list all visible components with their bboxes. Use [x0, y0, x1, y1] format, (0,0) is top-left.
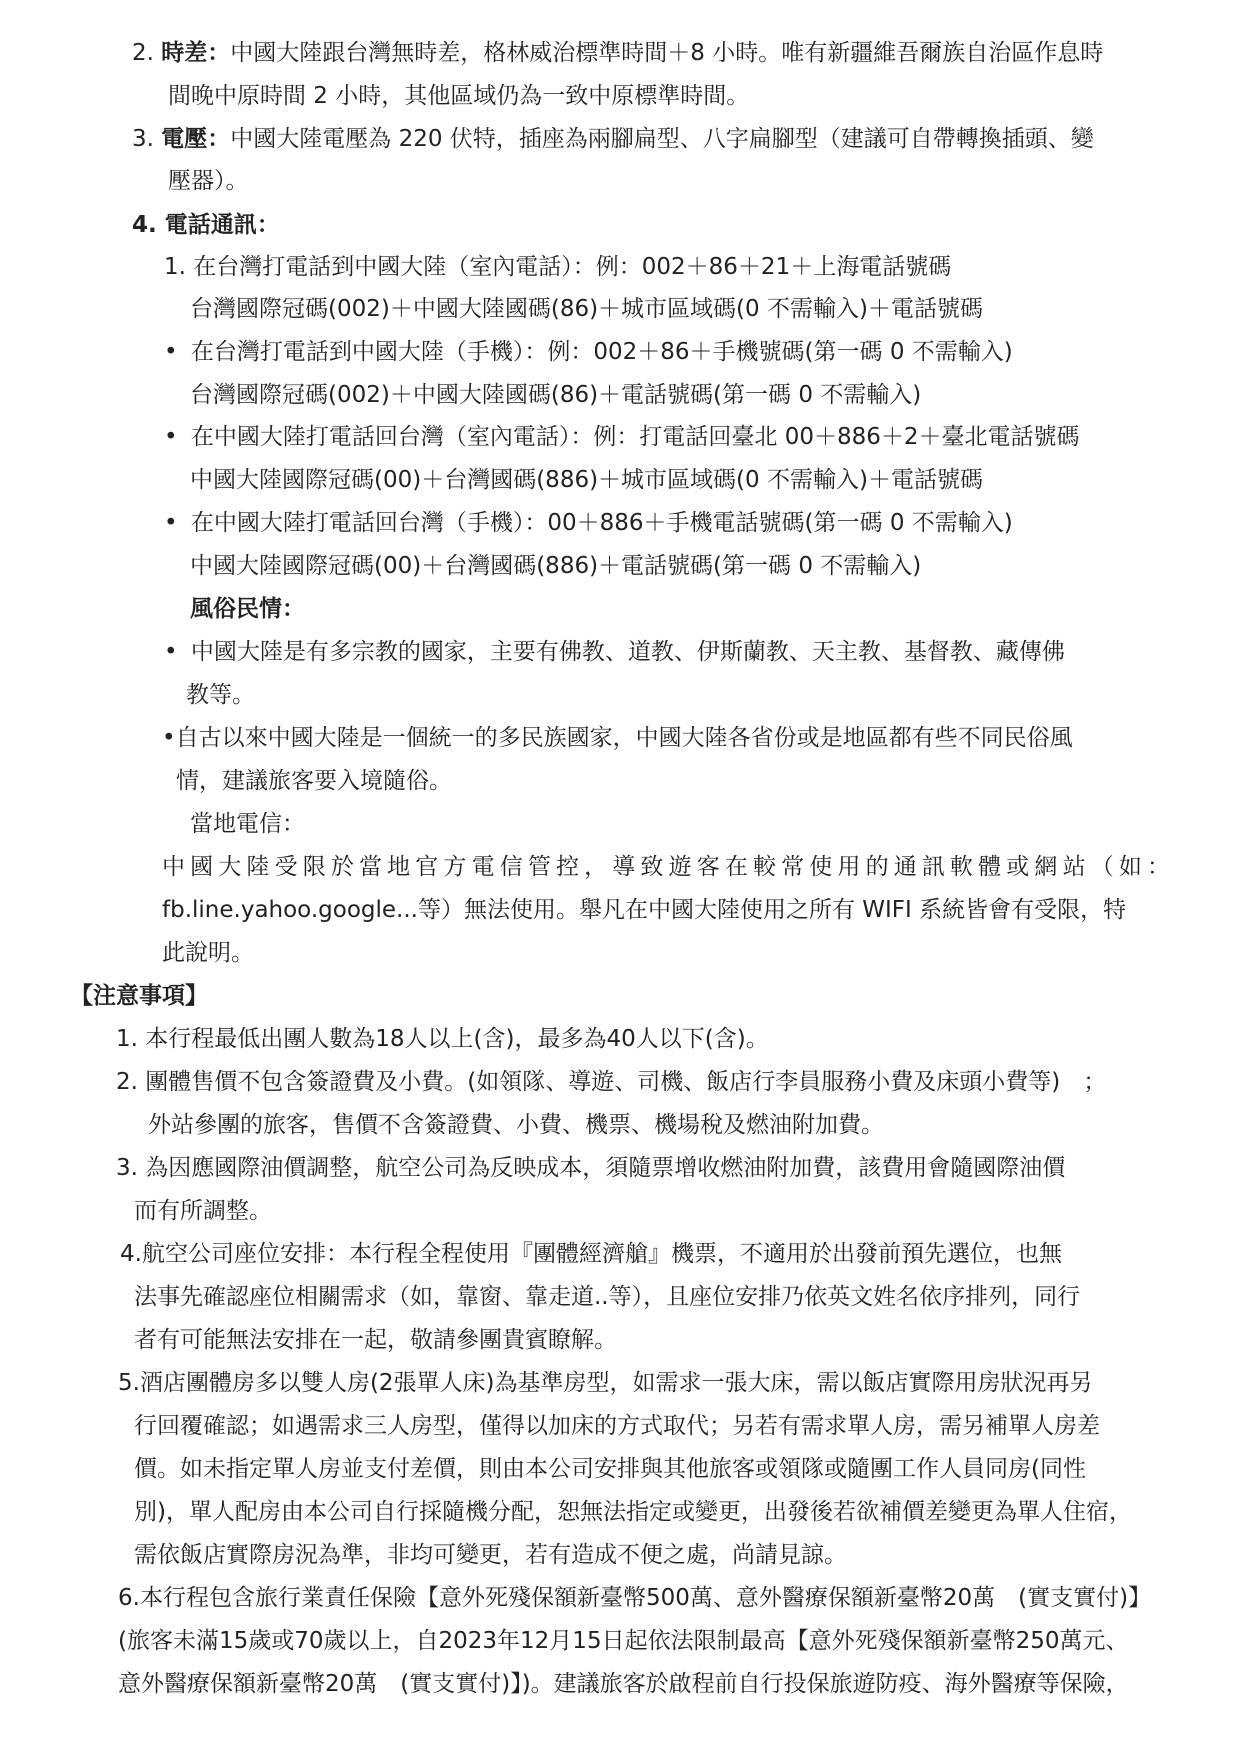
phone-item-4-text: 在中國大陸打電話回台灣（手機）：00＋886＋手機電話號碼(第一碼 0 不需輸入): [190, 510, 1013, 536]
note-2-line-2: 外站參團的旅客，售價不含簽證費、小費、機票、機場稅及燃油附加費。: [148, 1112, 884, 1138]
customs-heading: 風俗民情：: [190, 596, 305, 622]
note-6-line-3: 意外醫療保額新臺幣20萬 (實支實付)】)。建議旅客於啟程前自行投保旅遊防疫、海外醫療等保險，: [118, 1671, 1129, 1697]
note-5-number: 5.: [118, 1370, 140, 1396]
customs-item-2-line-1: [162, 723, 1073, 753]
telecom-line-1: 中國大陸受限於當地官方電信管控，導致遊客在較常使用的通訊軟體或網站（如：: [162, 854, 1170, 880]
customs-item-2-line-2: 情，建議旅客要入境隨俗。: [176, 768, 452, 794]
note-1-number: 1.: [116, 1026, 138, 1052]
phone-item-4-line-2: 中國大陸國際冠碼(00)＋台灣國碼(886)＋電話號碼(第一碼 0 不需輸入): [190, 553, 922, 579]
phone-number: 4.: [132, 212, 157, 238]
phone-item-1-marker: 1.: [164, 254, 186, 280]
note-4-number: 4.: [120, 1241, 142, 1267]
voltage-line-2: 壓器）。: [168, 168, 249, 194]
phone-item-1-line-1: [164, 252, 951, 282]
telecom-line-2: fb.line.yahoo.google...等）無法使用。舉凡在中國大陸使用之所有 WIFI 系統皆會有受限，特: [162, 897, 1127, 923]
note-1-line-1: [116, 1024, 769, 1054]
phone-item-1-text: 在台灣打電話到中國大陸（室內電話）：例：002＋86＋21＋上海電話號碼: [193, 254, 952, 280]
note-5-line-4: 別)，單人配房由本公司自行採隨機分配，恕無法指定或變更，出發後若欲補價差變更為單人住宿，: [134, 1499, 1132, 1525]
note-1-text: 本行程最低出團人數為18人以上(含)，最多為40人以下(含)。: [145, 1026, 769, 1052]
note-5-line-1: [118, 1368, 1093, 1398]
phone-item-4-line-1: [164, 508, 1013, 538]
phone-item-1-line-2: 台灣國際冠碼(002)＋中國大陸國碼(86)＋城市區域碼(0 不需輸入)＋電話號碼: [190, 296, 983, 322]
voltage-label: 電壓：: [161, 126, 231, 152]
time-diff-number: 2.: [132, 40, 154, 66]
telecom-heading: 當地電信：: [190, 811, 305, 837]
voltage-text: 中國大陸電壓為 220 伏特，插座為兩腳扁型、八字扁腳型（建議可自帶轉換插頭、變: [230, 126, 1094, 152]
phone-item-2-text: 在台灣打電話到中國大陸（手機）：例：002＋86＋手機號碼(第一碼 0 不需輸入): [190, 339, 1013, 365]
time-diff-line-2: 間晚中原時間 2 小時，其他區域仍為一致中原標準時間。: [168, 83, 750, 109]
note-6-text: 本行程包含旅行業責任保險【意外死殘保額新臺幣500萬、意外醫療保額新臺幣20萬 (實支實付)】: [139, 1585, 1152, 1611]
note-5-line-5: 需依飯店實際房況為準，非均可變更，若有造成不便之處，尚請見諒。: [134, 1542, 847, 1568]
bullet-icon: •: [164, 639, 178, 665]
note-5-line-2: 行回覆確認；如遇需求三人房型，僅得以加床的方式取代；另若有需求單人房，需另補單人房差: [134, 1413, 1100, 1439]
time-diff-text: 中國大陸跟台灣無時差，格林威治標準時間＋8 小時。唯有新疆維吾爾族自治區作息時: [230, 40, 1104, 66]
phone-heading: [132, 210, 280, 240]
phone-item-3-text: 在中國大陸打電話回台灣（室內電話）：例：打電話回臺北 00＋886＋2＋臺北電話號碼: [190, 424, 1080, 450]
bullet-icon: •: [164, 424, 178, 450]
note-4-line-3: 者有可能無法安排在一起，敬請參團貴賓瞭解。: [134, 1327, 617, 1353]
note-6-number: 6.: [118, 1585, 140, 1611]
note-2-text: 團體售價不包含簽證費及小費。(如領隊、導遊、司機、飯店行李員服務小費及床頭小費等) ；: [145, 1069, 1107, 1095]
note-5-text: 酒店團體房多以雙人房(2張單人床)為基準房型，如需求一張大床，需以飯店實際用房狀況再另: [139, 1370, 1093, 1396]
customs-item-1-text: 中國大陸是有多宗教的國家，主要有佛教、道教、伊斯蘭教、天主教、基督教、藏傳佛: [190, 639, 1065, 665]
voltage-line-1: [132, 124, 1094, 154]
note-6-line-1: [118, 1583, 1151, 1613]
phone-item-2-line-1: [164, 337, 1013, 367]
customs-item-2-text: 自古以來中國大陸是一個統一的多民族國家，中國大陸各省份或是地區都有些不同民俗風: [175, 725, 1073, 751]
phone-item-3-line-1: [164, 422, 1080, 452]
note-3-line-2: 而有所調整。: [134, 1198, 272, 1224]
note-4-text: 航空公司座位安排：本行程全程使用『團體經濟艙』機票，不適用於出發前預先選位，也無: [141, 1241, 1062, 1267]
bullet-icon: •: [164, 339, 178, 365]
time-diff-line-1: [132, 38, 1103, 68]
customs-item-1-line-2: 教等。: [186, 682, 255, 708]
note-4-line-2: 法事先確認座位相關需求（如，靠窗、靠走道..等），且座位安排乃依英文姓名依序排列，同行: [134, 1284, 1081, 1310]
voltage-number: 3.: [132, 126, 154, 152]
note-3-line-1: [116, 1153, 1065, 1183]
bullet-icon: •: [162, 725, 176, 751]
note-2-line-1: [116, 1067, 1106, 1097]
customs-item-1-line-1: [164, 637, 1065, 667]
bullet-icon: •: [164, 510, 178, 536]
note-4-line-1: [120, 1239, 1062, 1269]
time-diff-label: 時差：: [161, 40, 231, 66]
notes-heading: 【注意事項】: [70, 983, 208, 1009]
note-6-line-2: (旅客未滿15歲或70歲以上，自2023年12月15日起依法限制最高【意外死殘保額新臺幣250萬元、: [118, 1628, 1129, 1654]
note-3-text: 為因應國際油價調整，航空公司為反映成本，須隨票增收燃油附加費，該費用會隨國際油價: [145, 1155, 1066, 1181]
phone-item-2-line-2: 台灣國際冠碼(002)＋中國大陸國碼(86)＋電話號碼(第一碼 0 不需輸入): [190, 382, 922, 408]
phone-label: 電話通訊：: [164, 212, 280, 238]
telecom-line-3: 此說明。: [162, 940, 254, 966]
note-3-number: 3.: [116, 1155, 138, 1181]
phone-item-3-line-2: 中國大陸國際冠碼(00)＋台灣國碼(886)＋城市區域碼(0 不需輸入)＋電話號碼: [190, 467, 983, 493]
note-5-line-3: 價。如未指定單人房並支付差價，則由本公司安排與其他旅客或領隊或隨團工作人員同房(同性: [134, 1456, 1086, 1482]
note-2-number: 2.: [116, 1069, 138, 1095]
